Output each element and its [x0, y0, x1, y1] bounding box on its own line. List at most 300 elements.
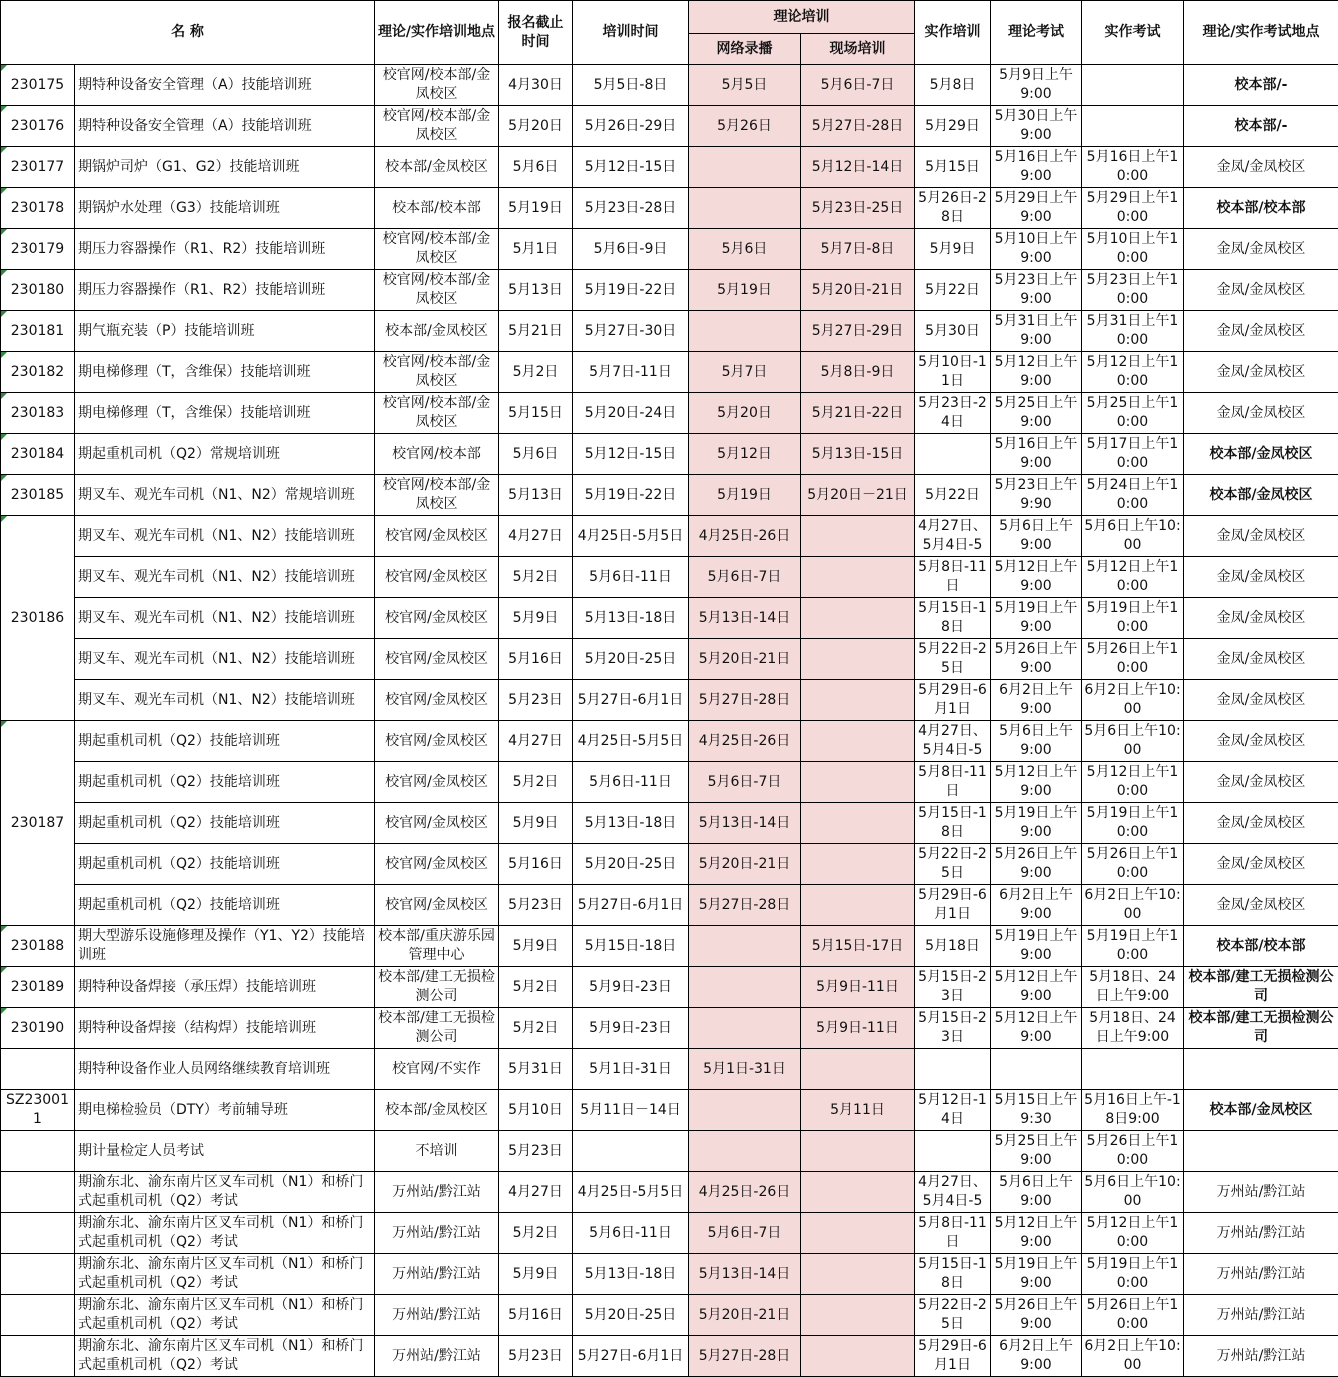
row-exam-location: 金凤/金凤校区: [1184, 270, 1338, 311]
row-name: 期叉车、观光车司机（N1、N2）常规培训班: [75, 475, 375, 516]
row-location: 校官网/金凤校区: [375, 885, 499, 926]
table-row: [1, 680, 1338, 721]
row-name: 期起重机司机（Q2）技能培训班: [75, 844, 375, 885]
row-deadline: 5月16日: [499, 639, 573, 680]
row-exam-location: 万州站/黔江站: [1184, 1336, 1338, 1377]
row-code: 230177: [1, 147, 75, 188]
row-deadline: 5月6日: [499, 147, 573, 188]
row-location: 校官网/金凤校区: [375, 844, 499, 885]
table-row: [1, 229, 1338, 270]
row-online: 5月19日: [689, 270, 801, 311]
row-theory-exam: 5月30日上午9:00: [991, 106, 1082, 147]
row-deadline: 5月15日: [499, 393, 573, 434]
row-onsite: [801, 557, 915, 598]
row-theory-exam: 5月16日上午9:00: [991, 147, 1082, 188]
row-practical: 5月22日: [915, 475, 991, 516]
row-code: 230182: [1, 352, 75, 393]
row-onsite: [801, 1172, 915, 1213]
row-exam-location: 校本部/校本部: [1184, 188, 1338, 229]
row-practical: 4月27日、5月4日-5: [915, 721, 991, 762]
row-code: [1, 1254, 75, 1295]
row-online: 5月1日-31日: [689, 1049, 801, 1090]
row-code: 230176: [1, 106, 75, 147]
row-deadline: 5月9日: [499, 803, 573, 844]
row-training-time: 5月6日-11日: [573, 557, 689, 598]
row-theory-exam: 5月26日上午9:00: [991, 639, 1082, 680]
row-practical: 5月29日-6月1日: [915, 885, 991, 926]
row-deadline: 5月9日: [499, 598, 573, 639]
row-training-time: 5月11日－14日: [573, 1090, 689, 1131]
row-onsite: 5月23日-25日: [801, 188, 915, 229]
row-online: 5月13日-14日: [689, 803, 801, 844]
row-name: 期起重机司机（Q2）技能培训班: [75, 803, 375, 844]
row-online: 5月20日-21日: [689, 1295, 801, 1336]
row-training-time: 5月20日-25日: [573, 639, 689, 680]
row-exam-location: 金凤/金凤校区: [1184, 803, 1338, 844]
table-row: [1, 1008, 1338, 1049]
header-onsite: 现场培训: [801, 34, 915, 65]
row-name: 期锅炉水处理（G3）技能培训班: [75, 188, 375, 229]
row-theory-exam: 5月25日上午9:00: [991, 393, 1082, 434]
row-exam-location: 校本部/-: [1184, 65, 1338, 106]
row-practical-exam: 5月19日上午10:00: [1082, 598, 1184, 639]
row-onsite: [801, 1049, 915, 1090]
row-online: 5月27日-28日: [689, 1336, 801, 1377]
table-row: [1, 393, 1338, 434]
row-exam-location: 金凤/金凤校区: [1184, 762, 1338, 803]
table-row: [1, 270, 1338, 311]
row-onsite: 5月20日-21日: [801, 270, 915, 311]
row-name: 期渝东北、渝东南片区叉车司机（N1）和桥门式起重机司机（Q2）考试: [75, 1336, 375, 1377]
row-name: 期电梯检验员（DTY）考前辅导班: [75, 1090, 375, 1131]
row-onsite: 5月27日-29日: [801, 311, 915, 352]
table-row: [1, 1172, 1338, 1213]
row-exam-location: 金凤/金凤校区: [1184, 680, 1338, 721]
table-row: [1, 1049, 1338, 1090]
row-deadline: 5月23日: [499, 885, 573, 926]
row-online: 5月6日-7日: [689, 1213, 801, 1254]
row-onsite: [801, 1131, 915, 1172]
row-practical: 5月15日-23日: [915, 1008, 991, 1049]
row-location: 校官网/金凤校区: [375, 598, 499, 639]
row-name: 期压力容器操作（R1、R2）技能培训班: [75, 270, 375, 311]
row-location: 不培训: [375, 1131, 499, 1172]
row-name: 期特种设备焊接（承压焊）技能培训班: [75, 967, 375, 1008]
row-online: 5月7日: [689, 352, 801, 393]
table-row: [1, 926, 1338, 967]
row-onsite: 5月13日-15日: [801, 434, 915, 475]
row-practical: 5月15日-23日: [915, 967, 991, 1008]
table-row: [1, 885, 1338, 926]
row-code: 230178: [1, 188, 75, 229]
row-practical: 5月8日: [915, 65, 991, 106]
row-online: 5月12日: [689, 434, 801, 475]
row-online: 5月26日: [689, 106, 801, 147]
row-exam-location: 校本部/校本部: [1184, 926, 1338, 967]
row-onsite: 5月20日－21日: [801, 475, 915, 516]
row-exam-location: 校本部/-: [1184, 106, 1338, 147]
header-location: 理论/实作培训地点: [375, 1, 499, 65]
row-online: [689, 147, 801, 188]
row-theory-exam: 5月19日上午9:00: [991, 926, 1082, 967]
row-practical-exam: 6月2日上午10:00: [1082, 680, 1184, 721]
table-row: [1, 1254, 1338, 1295]
row-name: 期起重机司机（Q2）技能培训班: [75, 885, 375, 926]
row-practical: 4月27日、5月4日-5: [915, 516, 991, 557]
row-code: 230188: [1, 926, 75, 967]
header-practical-exam: 实作考试: [1082, 1, 1184, 65]
row-practical-exam: [1082, 106, 1184, 147]
row-deadline: 5月9日: [499, 926, 573, 967]
row-theory-exam: 5月12日上午9:00: [991, 762, 1082, 803]
row-onsite: 5月12日-14日: [801, 147, 915, 188]
row-practical-exam: 6月2日上午10:00: [1082, 1336, 1184, 1377]
row-name: 期特种设备作业人员网络继续教育培训班: [75, 1049, 375, 1090]
row-practical: 5月23日-24日: [915, 393, 991, 434]
row-deadline: 4月27日: [499, 516, 573, 557]
row-online: [689, 188, 801, 229]
row-practical: 5月12日-14日: [915, 1090, 991, 1131]
row-location: 万州站/黔江站: [375, 1213, 499, 1254]
row-practical-exam: 5月26日上午10:00: [1082, 1131, 1184, 1172]
row-theory-exam: 5月6日上午9:00: [991, 516, 1082, 557]
row-training-time: 5月9日-23日: [573, 967, 689, 1008]
row-exam-location: 金凤/金凤校区: [1184, 147, 1338, 188]
header-name: 名 称: [1, 1, 375, 65]
row-code: 230181: [1, 311, 75, 352]
row-location: 校本部/建工无损检测公司: [375, 1008, 499, 1049]
row-practical-exam: 5月12日上午10:00: [1082, 352, 1184, 393]
row-practical: 5月22日: [915, 270, 991, 311]
row-name: 期锅炉司炉（G1、G2）技能培训班: [75, 147, 375, 188]
row-theory-exam: 5月12日上午9:00: [991, 352, 1082, 393]
row-location: 万州站/黔江站: [375, 1295, 499, 1336]
row-exam-location: 校本部/建工无损检测公司: [1184, 1008, 1338, 1049]
row-training-time: 5月19日-22日: [573, 270, 689, 311]
row-practical: 5月15日-18日: [915, 803, 991, 844]
row-theory-exam: 5月26日上午9:00: [991, 1295, 1082, 1336]
table-row: [1, 639, 1338, 680]
row-onsite: [801, 516, 915, 557]
header-practical-training: 实作培训: [915, 1, 991, 65]
row-practical-exam: 5月6日上午10:00: [1082, 1172, 1184, 1213]
row-theory-exam: 5月12日上午9:00: [991, 967, 1082, 1008]
header-online: 网络录播: [689, 34, 801, 65]
table-row: [1, 1213, 1338, 1254]
row-online: 5月5日: [689, 65, 801, 106]
row-training-time: 4月25日-5月5日: [573, 1172, 689, 1213]
row-practical-exam: 5月12日上午10:00: [1082, 557, 1184, 598]
row-code: [1, 1131, 75, 1172]
row-onsite: 5月9日-11日: [801, 967, 915, 1008]
row-practical-exam: 5月6日上午10:00: [1082, 721, 1184, 762]
row-onsite: [801, 1213, 915, 1254]
row-exam-location: 金凤/金凤校区: [1184, 516, 1338, 557]
row-location: 校官网/金凤校区: [375, 680, 499, 721]
row-code: SZ230011: [1, 1090, 75, 1131]
row-name: 期气瓶充装（P）技能培训班: [75, 311, 375, 352]
row-name: 期渝东北、渝东南片区叉车司机（N1）和桥门式起重机司机（Q2）考试: [75, 1172, 375, 1213]
row-training-time: 5月6日-11日: [573, 1213, 689, 1254]
row-exam-location: 金凤/金凤校区: [1184, 557, 1338, 598]
row-onsite: [801, 844, 915, 885]
table-row: [1, 65, 1338, 106]
row-deadline: 5月2日: [499, 762, 573, 803]
row-practical: [915, 1131, 991, 1172]
row-exam-location: 金凤/金凤校区: [1184, 229, 1338, 270]
row-theory-exam: 5月16日上午9:00: [991, 434, 1082, 475]
row-code: 230179: [1, 229, 75, 270]
row-online: 5月20日: [689, 393, 801, 434]
row-theory-exam: 5月26日上午9:00: [991, 844, 1082, 885]
row-online: 5月6日-7日: [689, 557, 801, 598]
row-location: 校官网/金凤校区: [375, 516, 499, 557]
row-training-time: 5月13日-18日: [573, 1254, 689, 1295]
row-code: [1, 1172, 75, 1213]
row-deadline: 5月23日: [499, 680, 573, 721]
table-row: [1, 352, 1338, 393]
row-training-time: 5月26日-29日: [573, 106, 689, 147]
row-deadline: 5月6日: [499, 434, 573, 475]
row-theory-exam: 5月29日上午9:00: [991, 188, 1082, 229]
row-location: 校官网/金凤校区: [375, 762, 499, 803]
row-online: 5月27日-28日: [689, 885, 801, 926]
row-online: 5月19日: [689, 475, 801, 516]
row-name: 期起重机司机（Q2）技能培训班: [75, 762, 375, 803]
row-training-time: 5月15日-18日: [573, 926, 689, 967]
row-location: 校官网/校本部/金凤校区: [375, 352, 499, 393]
row-exam-location: [1184, 1131, 1338, 1172]
row-exam-location: 金凤/金凤校区: [1184, 885, 1338, 926]
row-theory-exam: 5月23日上午9:90: [991, 475, 1082, 516]
row-code: 230186: [1, 516, 75, 721]
row-location: 校本部/校本部: [375, 188, 499, 229]
row-location: 万州站/黔江站: [375, 1336, 499, 1377]
row-name: 期特种设备安全管理（A）技能培训班: [75, 65, 375, 106]
row-deadline: 4月27日: [499, 721, 573, 762]
row-location: 校官网/校本部/金凤校区: [375, 229, 499, 270]
row-name: 期压力容器操作（R1、R2）技能培训班: [75, 229, 375, 270]
row-theory-exam: 5月10日上午9:00: [991, 229, 1082, 270]
row-exam-location: 万州站/黔江站: [1184, 1295, 1338, 1336]
table-row: [1, 721, 1338, 762]
row-practical: 5月29日-6月1日: [915, 1336, 991, 1377]
row-location: 校官网/金凤校区: [375, 803, 499, 844]
row-deadline: 5月1日: [499, 229, 573, 270]
row-practical-exam: 5月23日上午10:00: [1082, 270, 1184, 311]
row-practical-exam: 5月18日、24日上午9:00: [1082, 967, 1184, 1008]
row-theory-exam: 5月6日上午9:00: [991, 1172, 1082, 1213]
row-training-time: 5月6日-9日: [573, 229, 689, 270]
row-practical: 5月22日-25日: [915, 1295, 991, 1336]
row-deadline: 5月9日: [499, 1254, 573, 1295]
row-name: 期大型游乐设施修理及操作（Y1、Y2）技能培训班: [75, 926, 375, 967]
table-row: [1, 147, 1338, 188]
row-theory-exam: 5月6日上午9:00: [991, 721, 1082, 762]
row-practical: 5月29日-6月1日: [915, 680, 991, 721]
row-exam-location: 校本部/建工无损检测公司: [1184, 967, 1338, 1008]
row-online: [689, 967, 801, 1008]
row-practical: 5月22日-25日: [915, 844, 991, 885]
row-name: 期特种设备安全管理（A）技能培训班: [75, 106, 375, 147]
row-onsite: 5月9日-11日: [801, 1008, 915, 1049]
row-training-time: 5月27日-6月1日: [573, 680, 689, 721]
row-exam-location: 金凤/金凤校区: [1184, 311, 1338, 352]
row-location: 万州站/黔江站: [375, 1254, 499, 1295]
row-name: 期叉车、观光车司机（N1、N2）技能培训班: [75, 516, 375, 557]
row-deadline: 5月2日: [499, 352, 573, 393]
row-training-time: 5月20日-24日: [573, 393, 689, 434]
row-name: 期计量检定人员考试: [75, 1131, 375, 1172]
row-code: 230190: [1, 1008, 75, 1049]
row-practical: 5月8日-11日: [915, 762, 991, 803]
row-theory-exam: 5月19日上午9:00: [991, 1254, 1082, 1295]
table-row: [1, 803, 1338, 844]
row-training-time: 5月13日-18日: [573, 598, 689, 639]
row-exam-location: 万州站/黔江站: [1184, 1172, 1338, 1213]
table-row: [1, 434, 1338, 475]
table-row: [1, 475, 1338, 516]
row-deadline: 5月2日: [499, 1213, 573, 1254]
row-practical: 5月8日-11日: [915, 557, 991, 598]
row-practical-exam: 5月26日上午10:00: [1082, 1295, 1184, 1336]
row-location: 校本部/金凤校区: [375, 147, 499, 188]
table-row: [1, 557, 1338, 598]
row-exam-location: 金凤/金凤校区: [1184, 721, 1338, 762]
header-training-time: 培训时间: [573, 1, 689, 65]
row-practical-exam: 5月26日上午10:00: [1082, 844, 1184, 885]
row-location: 校官网/金凤校区: [375, 557, 499, 598]
row-code: 230185: [1, 475, 75, 516]
row-location: 校官网/不实作: [375, 1049, 499, 1090]
row-deadline: 5月13日: [499, 475, 573, 516]
row-practical-exam: 5月16日上午10:00: [1082, 147, 1184, 188]
row-practical-exam: 5月25日上午10:00: [1082, 393, 1184, 434]
table-row: [1, 598, 1338, 639]
table-row: [1, 1131, 1338, 1172]
row-exam-location: 金凤/金凤校区: [1184, 639, 1338, 680]
row-name: 期电梯修理（T，含维保）技能培训班: [75, 393, 375, 434]
row-exam-location: 校本部/金凤校区: [1184, 475, 1338, 516]
row-online: [689, 1131, 801, 1172]
row-training-time: 5月13日-18日: [573, 803, 689, 844]
row-theory-exam: 5月23日上午9:00: [991, 270, 1082, 311]
row-theory-exam: 5月19日上午9:00: [991, 598, 1082, 639]
table-row: [1, 1295, 1338, 1336]
row-training-time: 5月20日-25日: [573, 1295, 689, 1336]
row-practical-exam: [1082, 1049, 1184, 1090]
row-online: 5月20日-21日: [689, 844, 801, 885]
row-training-time: 5月7日-11日: [573, 352, 689, 393]
row-exam-location: 金凤/金凤校区: [1184, 352, 1338, 393]
table-row: [1, 1336, 1338, 1377]
row-theory-exam: 5月15日上午9:30: [991, 1090, 1082, 1131]
row-location: 校官网/校本部/金凤校区: [375, 475, 499, 516]
row-deadline: 4月27日: [499, 1172, 573, 1213]
row-online: 5月27日-28日: [689, 680, 801, 721]
row-practical-exam: 5月6日上午10:00: [1082, 516, 1184, 557]
row-onsite: [801, 721, 915, 762]
row-location: 校官网/校本部: [375, 434, 499, 475]
row-deadline: 5月16日: [499, 844, 573, 885]
row-practical-exam: 5月24日上午10:00: [1082, 475, 1184, 516]
table-row: [1, 967, 1338, 1008]
row-location: 校官网/校本部/金凤校区: [375, 106, 499, 147]
row-onsite: 5月6日-7日: [801, 65, 915, 106]
row-practical: [915, 1049, 991, 1090]
row-practical: 5月15日-18日: [915, 598, 991, 639]
row-training-time: 4月25日-5月5日: [573, 721, 689, 762]
row-theory-exam: 5月9日上午9:00: [991, 65, 1082, 106]
row-deadline: 5月23日: [499, 1336, 573, 1377]
row-practical: [915, 434, 991, 475]
row-code: 230183: [1, 393, 75, 434]
row-deadline: 5月2日: [499, 557, 573, 598]
row-online: 4月25日-26日: [689, 516, 801, 557]
table-row: [1, 1090, 1338, 1131]
row-practical: 5月8日-11日: [915, 1213, 991, 1254]
row-location: 校官网/金凤校区: [375, 721, 499, 762]
row-onsite: [801, 762, 915, 803]
row-code: [1, 1336, 75, 1377]
row-theory-exam: 5月31日上午9:00: [991, 311, 1082, 352]
row-practical-exam: 5月12日上午10:00: [1082, 1213, 1184, 1254]
row-code: 230187: [1, 721, 75, 926]
row-theory-exam: [991, 1049, 1082, 1090]
row-theory-exam: 5月12日上午9:00: [991, 1213, 1082, 1254]
row-online: 4月25日-26日: [689, 1172, 801, 1213]
row-exam-location: 金凤/金凤校区: [1184, 393, 1338, 434]
row-training-time: 5月12日-15日: [573, 147, 689, 188]
row-theory-exam: 6月2日上午9:00: [991, 885, 1082, 926]
row-deadline: 5月20日: [499, 106, 573, 147]
row-deadline: 5月31日: [499, 1049, 573, 1090]
row-exam-location: [1184, 1049, 1338, 1090]
table-row: [1, 762, 1338, 803]
header-deadline: 报名截止时间: [499, 1, 573, 65]
row-theory-exam: 5月12日上午9:00: [991, 557, 1082, 598]
row-deadline: 4月30日: [499, 65, 573, 106]
row-training-time: 5月27日-6月1日: [573, 885, 689, 926]
row-practical-exam: 5月17日上午10:00: [1082, 434, 1184, 475]
row-name: 期起重机司机（Q2）常规培训班: [75, 434, 375, 475]
table-row: [1, 844, 1338, 885]
row-exam-location: 万州站/黔江站: [1184, 1213, 1338, 1254]
row-onsite: [801, 1295, 915, 1336]
row-onsite: 5月7日-8日: [801, 229, 915, 270]
row-code: [1, 1049, 75, 1090]
row-practical: 4月27日、5月4日-5: [915, 1172, 991, 1213]
row-onsite: 5月27日-28日: [801, 106, 915, 147]
row-practical: 5月26日-28日: [915, 188, 991, 229]
row-theory-exam: 6月2日上午9:00: [991, 1336, 1082, 1377]
row-practical-exam: [1082, 65, 1184, 106]
row-onsite: [801, 1336, 915, 1377]
row-practical-exam: 5月16日上午-18日9:00: [1082, 1090, 1184, 1131]
row-onsite: 5月21日-22日: [801, 393, 915, 434]
header-theory-training: 理论培训: [689, 1, 915, 34]
header-theory-exam: 理论考试: [991, 1, 1082, 65]
row-onsite: [801, 598, 915, 639]
row-location: 校官网/校本部/金凤校区: [375, 270, 499, 311]
row-practical: 5月15日: [915, 147, 991, 188]
row-practical-exam: 5月10日上午10:00: [1082, 229, 1184, 270]
table-row: [1, 188, 1338, 229]
row-practical-exam: 5月19日上午10:00: [1082, 926, 1184, 967]
row-exam-location: 校本部/金凤校区: [1184, 1090, 1338, 1131]
row-code: 230189: [1, 967, 75, 1008]
row-location: 校本部/金凤校区: [375, 311, 499, 352]
